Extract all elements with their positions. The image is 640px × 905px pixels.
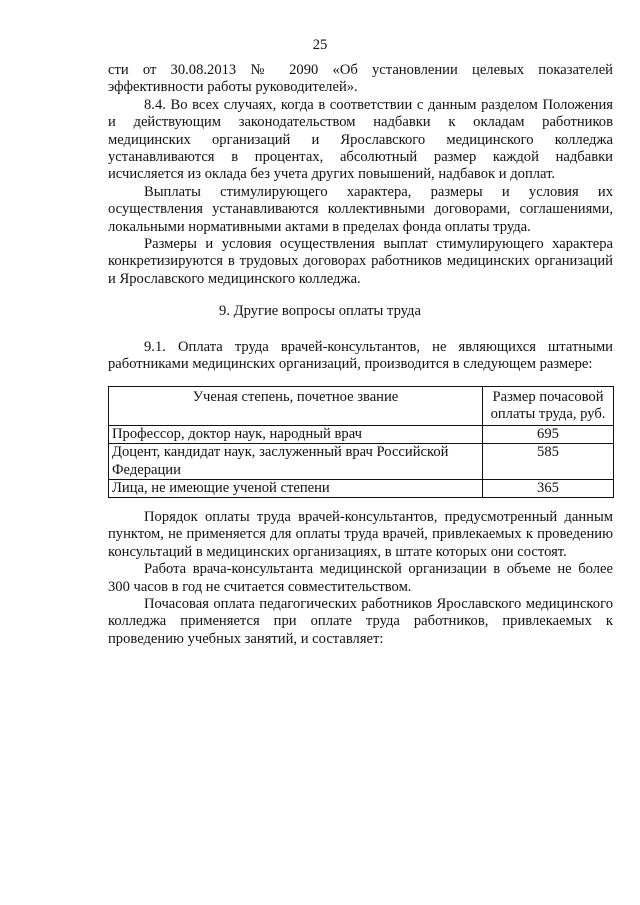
- table-row: [109, 444, 614, 480]
- table-row: [109, 480, 614, 498]
- paragraph-stimulating-payments: Выплаты стимулирующего характера, размеры и условия их осуществления устанавливаются коллективными договорами, соглашениями, локальными нормативными актами в пределах фонда оплаты труда.: [108, 183, 613, 235]
- table-cell-rate: 695: [483, 425, 614, 443]
- paragraph-payment-conditions: Размеры и условия осуществления выплат стимулирующего характера конкретизируются в трудовых договорах работников медицинских организаций и Ярославского медицинского колледжа.: [108, 236, 613, 287]
- paragraph-8-4: 8.4. Во всех случаях, когда в соответствии с данным разделом Положения и действующим законодательством надбавки к окладам работников медицинских организаций и Ярославского медицинского колледжа устанавливаются в процентах, абсолютный размер каждой надбавки исчисляется из оклада без учета других повышений, надбавок и доплат.: [108, 96, 613, 183]
- table-row: [109, 425, 614, 443]
- paragraph-teaching-pay: Почасовая оплата педагогических работников Ярославского медицинского колледжа применяется при оплате труда работников, привлекаемых к проведению учебных занятий, и составляет:: [108, 596, 613, 647]
- table-cell-degree: Профессор, доктор наук, народный врач: [109, 425, 483, 443]
- table-header-degree: Ученая степень, почетное звание: [109, 387, 483, 426]
- table-cell-rate: 365: [483, 480, 614, 498]
- intro-text-block: [108, 339, 613, 374]
- page-number: 25: [312, 37, 328, 53]
- consultant-pay-table: [108, 386, 614, 498]
- paragraph-consultant-order: Порядок оплаты труда врачей-консультантов, предусмотренный данным пунктом, не применяется для оплаты труда врачей, привлекаемых к проведению консультаций в медицинских организациях, в штате которых они состоят.: [108, 509, 613, 560]
- table-cell-degree: Лица, не имеющие ученой степени: [109, 480, 483, 498]
- table-header-rate: Размер почасовой оплаты труда, руб.: [483, 387, 614, 426]
- paragraph-consultant-hours: Работа врача-консультанта медицинской организации в объеме не более 300 часов в год не считается совместительством.: [108, 561, 613, 595]
- section-heading: 9. Другие вопросы оплаты труда: [219, 303, 421, 319]
- bottom-text-block: [108, 509, 613, 648]
- paragraph-continuation: сти от 30.08.2013 № 2090 «Об установлении целевых показателей эффективности работы руководителей».: [108, 62, 613, 96]
- top-text-block: [108, 62, 613, 288]
- table-cell-degree: Доцент, кандидат наук, заслуженный врач Российской Федерации: [109, 444, 483, 480]
- table-header-row: [109, 387, 614, 426]
- table-cell-rate: 585: [483, 444, 614, 480]
- paragraph-9-1: 9.1. Оплата труда врачей-консультантов, не являющихся штатными работниками медицинских организаций, производится в следующем размере:: [108, 339, 613, 373]
